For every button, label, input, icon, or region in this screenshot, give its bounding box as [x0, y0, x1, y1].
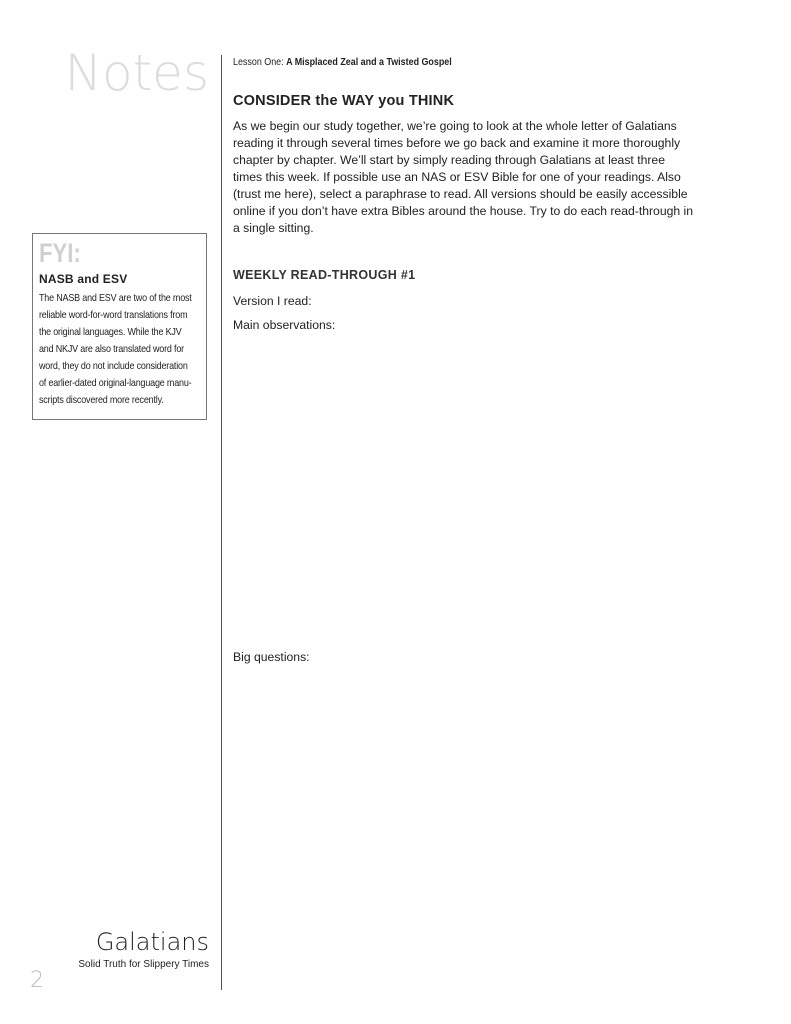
fyi-line: scripts discovered more recently. [39, 395, 164, 406]
fyi-line: of earlier-dated original-language manu- [39, 378, 192, 389]
intro-line: chapter by chapter. We’ll start by simply reading through Galatians at least three [233, 153, 665, 167]
intro-line: times this week. If possible use an NAS or ESV Bible for one of your readings. Also [233, 170, 681, 184]
intro-line: online if you don’t have extra Bibles around the house. Try to do each read-through in [233, 204, 694, 218]
intro-paragraph [233, 118, 713, 237]
intro-line: a single sitting. [233, 221, 314, 235]
fyi-line: reliable word-for-word translations from [39, 310, 188, 321]
fyi-heading: FYI: [39, 238, 81, 268]
intro-line: reading it through several times before we go back and examine it more thoroughly [233, 136, 681, 150]
fyi-sidebar-box [32, 233, 207, 420]
lesson-name: A Misplaced Zeal and a Twisted Gospel [286, 56, 452, 68]
column-divider [221, 55, 222, 990]
lesson-header [233, 56, 452, 68]
section-heading: CONSIDER the WAY you THINK [233, 93, 455, 109]
intro-line: As we begin our study together, we’re going to look at the whole letter of Galatians [233, 119, 677, 133]
fyi-line: word, they do not include consideration [39, 361, 188, 372]
version-field-label: Version I read: [233, 294, 312, 308]
book-title: Galatians [95, 928, 209, 956]
observations-field-label: Main observations: [233, 318, 336, 332]
weekly-read-through-heading: WEEKLY READ-THROUGH #1 [233, 268, 416, 282]
fyi-subtitle: NASB and ESV [39, 272, 128, 286]
book-subtitle: Solid Truth for Slippery Times [78, 959, 209, 970]
fyi-line: the original languages. While the KJV [39, 327, 182, 338]
page-number: 2 [30, 968, 44, 993]
fyi-body [39, 290, 202, 409]
lesson-prefix: Lesson One: [233, 56, 284, 68]
fyi-line: and NKJV are also translated word for [39, 344, 184, 355]
questions-field-label: Big questions: [233, 650, 310, 664]
intro-line: (trust me here), select a paraphrase to read. All versions should be easily accessible [233, 187, 688, 201]
notes-title: Notes [64, 44, 209, 102]
fyi-line: The NASB and ESV are two of the most [39, 293, 192, 304]
